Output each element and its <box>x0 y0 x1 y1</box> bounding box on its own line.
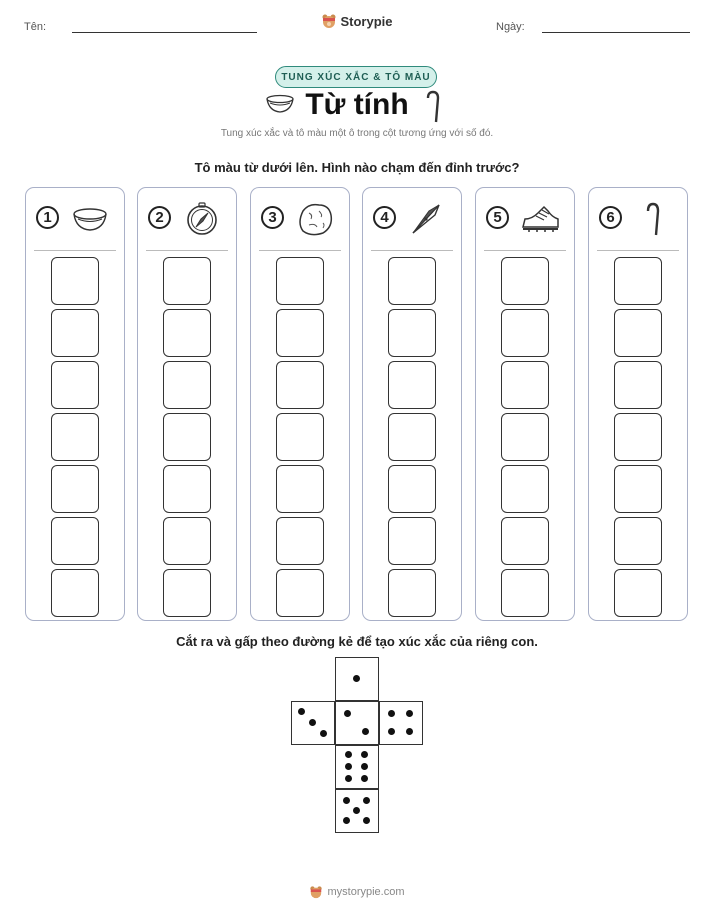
color-box[interactable] <box>51 361 99 409</box>
color-box[interactable] <box>51 257 99 305</box>
color-box[interactable] <box>163 257 211 305</box>
needle-icon <box>407 201 447 237</box>
dice-face-5 <box>335 789 379 833</box>
compass-icon <box>182 201 222 237</box>
color-box[interactable] <box>614 309 662 357</box>
dice-pip <box>343 797 350 804</box>
column-divider <box>597 250 679 251</box>
color-box[interactable] <box>614 257 662 305</box>
column-3 <box>250 187 350 621</box>
color-box[interactable] <box>501 361 549 409</box>
color-box[interactable] <box>276 257 324 305</box>
color-box[interactable] <box>163 517 211 565</box>
column-2 <box>137 187 237 621</box>
column-5 <box>475 187 575 621</box>
color-box[interactable] <box>51 309 99 357</box>
dice-pip <box>362 728 369 735</box>
cane-icon <box>633 201 673 237</box>
name-label: Tên: <box>24 21 47 33</box>
color-box[interactable] <box>276 361 324 409</box>
subtitle: Tung xúc xắc và tô màu một ô trong cột tương ứng với số đó. <box>220 128 494 139</box>
color-box[interactable] <box>501 465 549 513</box>
dice-pip <box>309 719 316 726</box>
footer <box>0 885 714 899</box>
color-box[interactable] <box>276 569 324 617</box>
color-box[interactable] <box>388 465 436 513</box>
name-line <box>72 32 257 33</box>
column-number: 4 <box>373 206 396 229</box>
color-box[interactable] <box>501 413 549 461</box>
column-number: 5 <box>486 206 509 229</box>
color-box[interactable] <box>276 413 324 461</box>
column-number: 3 <box>261 206 284 229</box>
dice-pip <box>361 775 368 782</box>
date-label: Ngày: <box>496 21 525 33</box>
shoe-icon <box>520 201 560 237</box>
color-box[interactable] <box>614 413 662 461</box>
color-box[interactable] <box>614 569 662 617</box>
dice-pip <box>388 710 395 717</box>
color-box[interactable] <box>276 465 324 513</box>
column-number: 2 <box>148 206 171 229</box>
color-box[interactable] <box>388 309 436 357</box>
color-box[interactable] <box>163 361 211 409</box>
color-box[interactable] <box>163 465 211 513</box>
color-box[interactable] <box>614 361 662 409</box>
color-box[interactable] <box>51 413 99 461</box>
dice-pip <box>406 710 413 717</box>
column-divider <box>259 250 341 251</box>
dice-pip <box>406 728 413 735</box>
column-divider <box>371 250 453 251</box>
color-box[interactable] <box>388 569 436 617</box>
color-box[interactable] <box>501 309 549 357</box>
brand-logo <box>0 13 714 29</box>
rock-icon <box>295 201 335 237</box>
dice-pip <box>363 797 370 804</box>
column-1 <box>25 187 125 621</box>
dice-face-3 <box>291 701 335 745</box>
dice-pip <box>388 728 395 735</box>
color-box[interactable] <box>388 517 436 565</box>
dice-face-4 <box>379 701 423 745</box>
color-box[interactable] <box>388 257 436 305</box>
column-6 <box>588 187 688 621</box>
bowl-icon <box>70 201 110 237</box>
column-divider <box>146 250 228 251</box>
cane-icon <box>424 90 442 124</box>
instruction-top: Tô màu từ dưới lên. Hình nào chạm đến đỉnh trước? <box>194 160 520 175</box>
color-box[interactable] <box>163 309 211 357</box>
dice-pip <box>361 763 368 770</box>
dice-pip <box>353 675 360 682</box>
activity-badge: TUNG XÚC XẮC & TÔ MÀU <box>275 66 437 88</box>
column-number: 6 <box>599 206 622 229</box>
column-divider <box>34 250 116 251</box>
dice-face-1 <box>335 657 379 701</box>
dice-pip <box>345 775 352 782</box>
column-divider <box>484 250 566 251</box>
dice-pip <box>345 751 352 758</box>
color-box[interactable] <box>388 361 436 409</box>
color-box[interactable] <box>614 517 662 565</box>
dice-pip <box>353 807 360 814</box>
date-line <box>542 32 690 33</box>
bear-icon <box>321 13 337 29</box>
dice-face-2 <box>335 701 379 745</box>
color-box[interactable] <box>163 413 211 461</box>
color-box[interactable] <box>51 517 99 565</box>
column-number: 1 <box>36 206 59 229</box>
color-box[interactable] <box>276 309 324 357</box>
dice-face-6 <box>335 745 379 789</box>
color-box[interactable] <box>163 569 211 617</box>
color-box[interactable] <box>614 465 662 513</box>
color-box[interactable] <box>51 465 99 513</box>
dice-pip <box>343 817 350 824</box>
bear-icon <box>309 885 323 899</box>
dice-pip <box>320 730 327 737</box>
color-box[interactable] <box>501 517 549 565</box>
column-4 <box>362 187 462 621</box>
dice-pip <box>363 817 370 824</box>
dice-pip <box>345 763 352 770</box>
footer-url[interactable]: mystorypie.com <box>327 886 405 898</box>
instruction-bottom: Cắt ra và gấp theo đường kẻ để tạo xúc xắc của riêng con. <box>176 634 538 649</box>
color-box[interactable] <box>501 257 549 305</box>
brand-name: Storypie <box>340 13 393 29</box>
color-box[interactable] <box>388 413 436 461</box>
page-title: Từ tính <box>305 88 409 121</box>
color-box[interactable] <box>501 569 549 617</box>
dice-pip <box>361 751 368 758</box>
color-box[interactable] <box>276 517 324 565</box>
dice-pip <box>344 710 351 717</box>
dice-pip <box>298 708 305 715</box>
color-box[interactable] <box>51 569 99 617</box>
